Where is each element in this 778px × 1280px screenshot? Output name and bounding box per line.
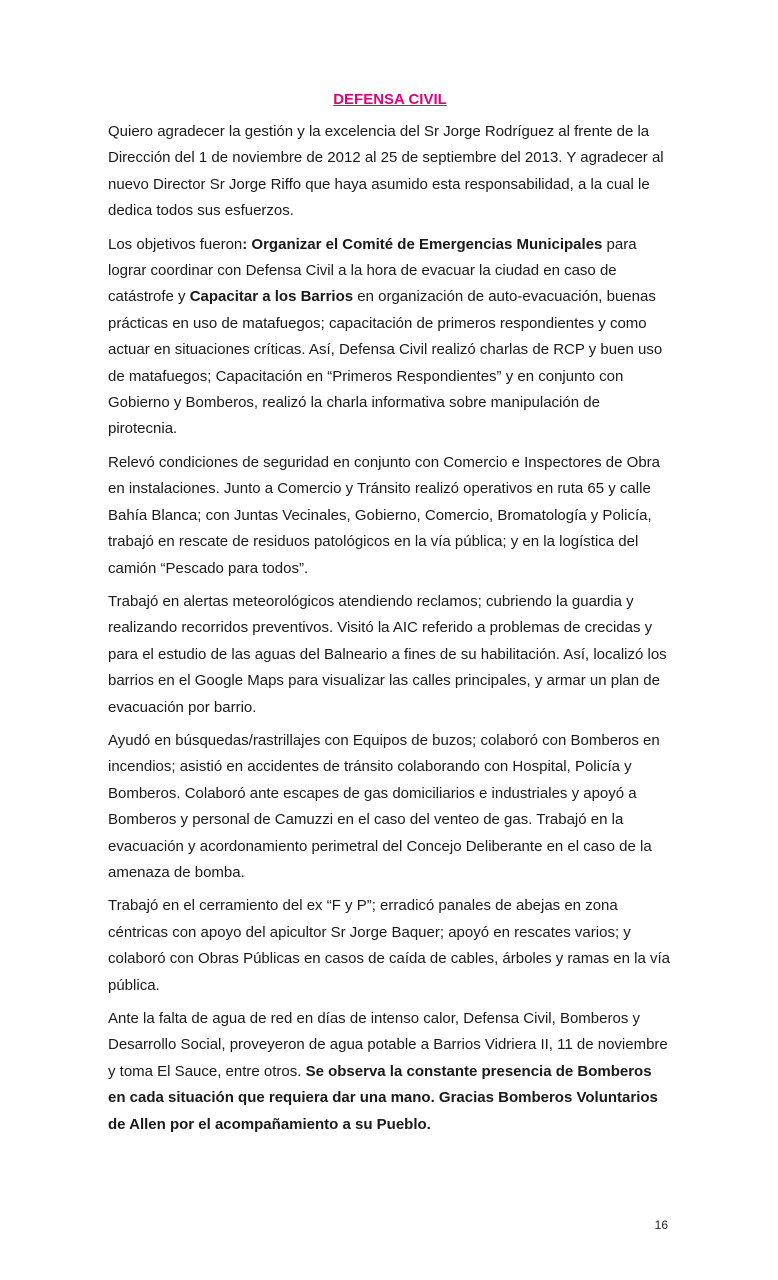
paragraph-4: Trabajó en alertas meteorológicos atendiendo reclamos; cubriendo la guardia y realizando recorridos preventivos. Visitó la AIC referido a problemas de crecidas y para el estudio de las aguas del Balneario a fines de su habilitación. Así, localizó los barrios en el Google Maps para visualizar las calles principales, y armar un plan de evacuación por barrio. — [108, 592, 667, 716]
paragraph-2-text-c: para lograr coordinar con Defensa Civil a la hora de evacuar la ciudad en caso de catástrofe y — [108, 235, 637, 306]
paragraph-6: Trabajó en el cerramiento del ex “F y P”; erradicó panales de abejas en zona céntricas con apoyo del apicultor Sr Jorge Baquer; apoyó en rescates varios; y colaboró con Obras Públicas en casos de caída de cables, árboles y ramas en la vía pública. — [108, 897, 670, 994]
paragraph-2-text-e: en organización de auto-evacuación, buenas prácticas en uso de matafuegos; capacitación de primeros respondientes y como actuar en situaciones críticas. Así, Defensa Civil realizó charlas de RCP y buen uso de matafuegos; Capacitación en “Primeros Respondientes” y en conjunto con Gobierno y Bomberos, realizó la charla informativa sobre manipulación de pirotecnia. — [108, 288, 663, 438]
paragraph-3: Relevó condiciones de seguridad en conjunto con Comercio e Inspectores de Obra en instalaciones. Junto a Comercio y Tránsito realizó operativos en ruta 65 y calle Bahía Blanca; con Juntas Vecinales, Gobierno, Comercio, Bromatología y Policía, trabajó en rescate de residuos patológicos en la vía pública; y en la logística del camión “Pescado para todos”. — [108, 453, 660, 577]
paragraph-7 — [108, 1006, 672, 1138]
paragraph-2-bold-objective-1: : Organizar el Comité de Emergencias Municipales — [242, 235, 603, 253]
paragraph-1: Quiero agradecer la gestión y la excelencia del Sr Jorge Rodríguez al frente de la Dirección del 1 de noviembre de 2012 al 25 de septiembre del 2013. Y agradecer al nuevo Director Sr Jorge Riffo que haya asumido esta responsabilidad, a la cual le dedica todos sus esfuerzos. — [108, 123, 664, 220]
paragraph-5: Ayudó en búsquedas/rastrillajes con Equipos de buzos; colaboró con Bomberos en incendios; asistió en accidentes de tránsito colaborando con Hospital, Policía y Bomberos. Colaboró ante escapes de gas domiciliarios e industriales y apoyó a Bomberos y personal de Camuzzi en el caso del venteo de gas. Trabajó en la evacuación y acordonamiento perimetral del Concejo Deliberante en el caso de la amenaza de bomba. — [108, 731, 660, 881]
document-page — [108, 90, 672, 1145]
paragraph-2 — [108, 232, 672, 443]
document-title: DEFENSA CIVIL — [333, 91, 447, 108]
paragraph-7-text: Ante la falta de agua de red en días de intenso calor, Defensa Civil, Bomberos y Desarrollo Social, proveyeron de agua potable a Barrios Vidriera II, 11 de noviembre y toma El Sauce, entre otros. — [108, 1010, 668, 1080]
page-number: 16 — [654, 1218, 668, 1232]
paragraph-2-bold-objective-2: Capacitar a los Barrios — [189, 288, 354, 306]
paragraph-7-bold-thanks: Se observa la constante presencia de Bomberos en cada situación que requiera dar una mano. Gracias Bomberos Voluntarios de Allen por el acompañamiento a su Pueblo. — [108, 1062, 658, 1133]
paragraph-2-text-a: Los objetivos fueron — [108, 235, 243, 253]
